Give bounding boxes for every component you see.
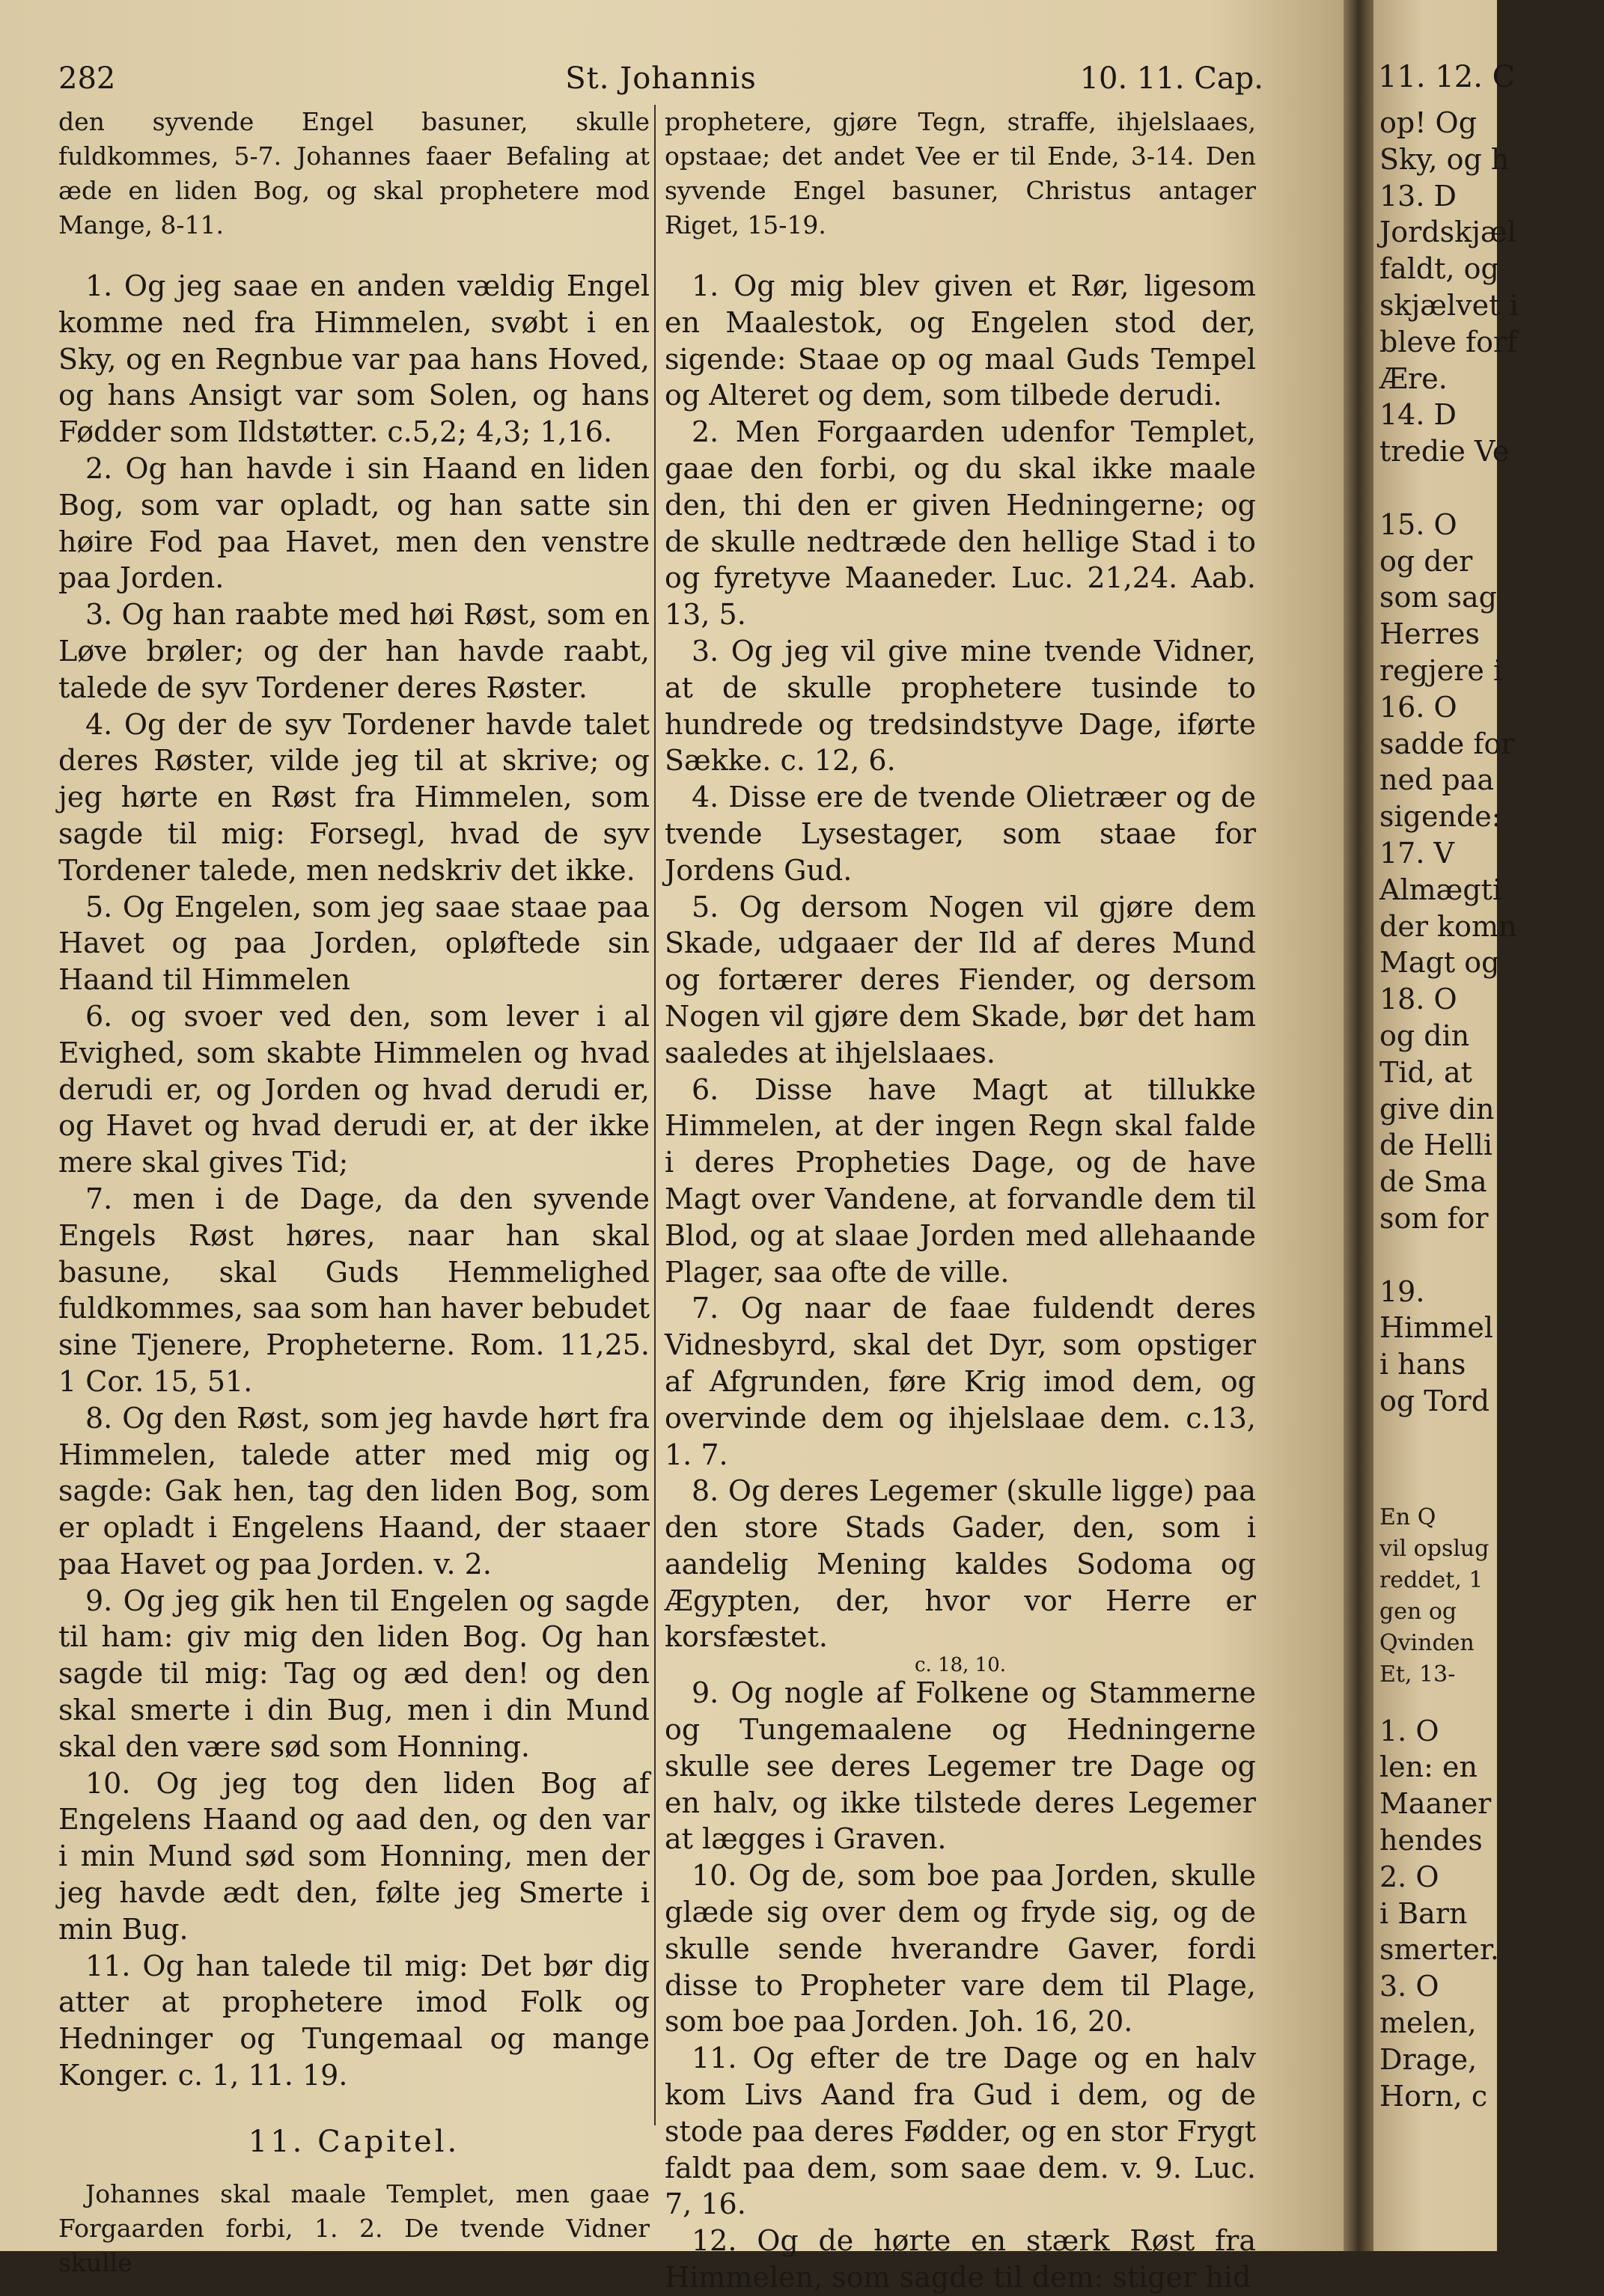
verse: 10. Og jeg tog den liden Bog af Engelens Haand og aad den, og den var i min Mund sød som Honning, men der jeg havde ædt den, følte jeg Smerte i min Bug. xyxy=(58,1766,650,1946)
verse: 3. Og han raabte med høi Røst, som en Løve brøler; og der han havde raabt, talede de syv Tordener deres Røster. xyxy=(58,598,650,704)
verse: 7. Og naar de faae fuldendt deres Vidnesbyrd, skal det Dyr, som opstiger af Afgrunden, føre Krig imod dem, og overvinde dem og ihjelslaae dem. c.13, 1. 7. xyxy=(665,1292,1256,1471)
fragment-line: gen og xyxy=(1379,1598,1457,1625)
verse: 10. Og de, som boe paa Jorden, skulle glæde sig over dem og fryde sig, og de skulle sende hverandre Gaver, fordi disse to Propheter vare dem til Plage, som boe paa Jorden. Joh. 16, 20. xyxy=(665,1859,1256,2039)
chapter-11-summary-cont: prophetere, gjøre Tegn, straffe, ihjelslaaes, opstaae; det andet Vee er til Ende, 3-14. Den syvende Engel basuner, Christus antager Riget, 15-19. xyxy=(665,107,1256,239)
fragment-line: 2. O xyxy=(1379,1860,1439,1893)
right-book-page-edge xyxy=(1373,0,1519,2251)
chapter-heading: 11. Capitel. xyxy=(248,2124,460,2159)
verse: 8. Og den Røst, som jeg havde hørt fra Himmelen, talede atter med mig og sagde: Gak hen, tag den liden Bog, som er opladt i Engelens Haand, der staaer paa Havet og paa Jorden. v. 2. xyxy=(58,1401,650,1581)
fragment-line: melen, xyxy=(1379,2006,1477,2040)
fragment-line: smerter. xyxy=(1379,1933,1500,1967)
chapter-range: 10. 11. Cap. xyxy=(1079,61,1263,96)
verse: 7. men i de Dage, da den syvende Engels Røst høres, naar han skal basune, skal Guds Hemmelighed fuldkommes, saa som han haver bebudet sine Tjenere, Propheterne. Rom. 11,25. 1 Cor. 15, 51. xyxy=(58,1182,650,1398)
fragment-line: og Tord xyxy=(1379,1384,1490,1417)
next-page-fragment xyxy=(1379,105,1604,2114)
fragment-line: Magt og xyxy=(1379,946,1500,980)
right-column xyxy=(665,105,1256,2296)
fragment-line: i Barn xyxy=(1379,1896,1468,1930)
fragment-line: reddet, 1 xyxy=(1379,1566,1483,1593)
verse: 4. Disse ere de tvende Olietræer og de tvende Lysestager, som staae for Jordens Gud. xyxy=(665,781,1256,887)
verse: 9. Og nogle af Folkene og Stammerne og Tungemaalene og Hedningerne skulle see deres Legemer tre Dage og en halv, og ikke tilstede deres Legemer at lægges i Graven. xyxy=(665,1676,1256,1856)
fragment-line: 3. O xyxy=(1379,1970,1439,2003)
fragment-line: Himmel xyxy=(1379,1311,1493,1345)
verse: 6. Disse have Magt at tillukke Himmelen, at der ingen Regn skal falde i deres Propheties Dage, og de have Magt over Vandene, at forvandle dem til Blod, og at slaae Jorden med allehaande Plager, saa ofte de ville. xyxy=(665,1072,1256,1289)
verse: 12. Og de hørte en stærk Røst fra Himmelen, som sagde til dem: stiger hid xyxy=(665,2224,1256,2295)
fragment-line: og din xyxy=(1379,1019,1470,1052)
fragment-line: regjere i xyxy=(1379,653,1503,687)
fragment-line: Herres xyxy=(1379,617,1480,651)
verse: 11. Og han talede til mig: Det bør dig atter at prophetere imod Folk og Hedninger og Tungemaal og mange Konger. c. 1, 11. 19. xyxy=(58,1949,650,2092)
fragment-line: Horn, c xyxy=(1379,2079,1488,2113)
fragment-line xyxy=(1379,470,1604,507)
fragment-line: 15. O xyxy=(1379,507,1457,541)
fragment-line: give din xyxy=(1379,1092,1495,1126)
fragment-line: ned paa xyxy=(1379,763,1495,797)
chapter-11-summary: Johannes skal maale Templet, men gaae Forgaarden forbi, 1. 2. De tvende Vidner skulle xyxy=(58,2179,650,2277)
fragment-line: Drage, xyxy=(1379,2042,1478,2076)
right-verse-list xyxy=(665,268,1256,1655)
fragment-line: Sky, og h xyxy=(1379,142,1510,176)
verse: 5. Og Engelen, som jeg saae staae paa Havet og paa Jorden, opløftede sin Haand til Himmelen xyxy=(58,890,650,997)
cross-reference: c. 18, 10. xyxy=(914,1654,1007,1677)
fragment-lines-end xyxy=(1379,1713,1604,2115)
page-header xyxy=(58,54,1263,106)
fragment-line: Tid, at xyxy=(1379,1055,1472,1089)
fragment-line: de Sma xyxy=(1379,1165,1487,1199)
fragment-line: faldt, og xyxy=(1379,252,1499,286)
fragment-line: vil opslug xyxy=(1379,1535,1489,1562)
fragment-line: Almægti xyxy=(1379,873,1502,906)
fragment-line: Et, 13- xyxy=(1379,1661,1456,1688)
fragment-line xyxy=(1379,1237,1604,1274)
right-verse-list-continued xyxy=(665,1675,1256,2296)
page-number: 282 xyxy=(58,61,116,96)
verse: 8. Og deres Legemer (skulle ligge) paa den store Stads Gader, den, som i aandelig Mening kaldes Sodoma og Ægypten, der, hvor vor Herre er korsfæstet. xyxy=(665,1474,1256,1654)
verse: 4. Og der de syv Tordener havde talet deres Røster, vilde jeg til at skrive; og jeg hørte en Røst fra Himmelen, som sagde til mig: Forsegl, hvad de syv Tordener talede, men nedskriv det ikke. xyxy=(58,707,650,887)
fragment-line: de Helli xyxy=(1379,1129,1492,1162)
verse: 11. Og efter de tre Dage og en halv kom Livs Aand fra Gud i dem, og de stode paa deres Fødder, og en stor Frygt faldt paa dem, som saae dem. v. 9. Luc. 7, 16. xyxy=(665,2042,1256,2221)
verse: 2. Men Forgaarden udenfor Templet, gaae den forbi, og du skal ikke maale den, thi den er given Hedningerne; og de skulle nedtræde den hellige Stad i to og fyretyve Maaneder. Luc. 21,24. Aab. 13, 5. xyxy=(665,415,1256,632)
verse: 5. Og dersom Nogen vil gjøre dem Skade, udgaaer der Ild af deres Mund og fortærer deres Fiender, og dersom Nogen vil gjøre dem Skade, bør det ham saaledes at ihjelslaaes. xyxy=(665,890,1256,1069)
fragment-line: 19. xyxy=(1379,1274,1425,1308)
fragment-line: 14. D xyxy=(1379,398,1457,432)
fragment-line: som sag xyxy=(1379,581,1497,614)
book-gutter xyxy=(1344,0,1373,2251)
verse: 3. Og jeg vil give mine tvende Vidner, at de skulle prophetere tusinde to hundrede og tredsindstyve Dage, iførte Sække. c. 12, 6. xyxy=(665,634,1256,778)
fragment-line: 13. D xyxy=(1379,179,1457,213)
fragment-line: len: en xyxy=(1379,1750,1478,1784)
fragment-line: Ære. xyxy=(1379,361,1448,395)
verse: 2. Og han havde i sin Haand en liden Bog, som var opladt, og han satte sin høire Fod paa Havet, men den venstre paa Jorden. xyxy=(58,451,650,595)
fragment-line: 1. O xyxy=(1379,1714,1439,1747)
running-title: St. Johannis xyxy=(565,61,757,96)
fragment-line: 18. O xyxy=(1379,983,1457,1016)
verse: 6. og svoer ved den, som lever i al Evighed, som skabte Himmelen og hvad derudi er, og Jorden og hvad derudi er, og Havet og hvad derudi er, at der ikke mere skal gives Tid; xyxy=(58,999,650,1179)
fragment-line: Maaner xyxy=(1379,1787,1492,1821)
chapter-10-summary: den syvende Engel basuner, skulle fuldkommes, 5-7. Johannes faaer Befaling at æde en liden Bog, og skal prophetere mod Mange, 8-11. xyxy=(58,107,650,239)
left-column xyxy=(58,105,650,2280)
fragment-line: sigende: xyxy=(1379,800,1501,834)
fragment-line: i hans xyxy=(1379,1348,1466,1381)
verse: 9. Og jeg gik hen til Engelen og sagde til ham: giv mig den liden Bog. Og han sagde til mig: Tag og æd den! og den skal smerte i din Bug, men i din Mund skal den være sød som Honning. xyxy=(58,1584,650,1763)
fragment-lines xyxy=(1379,105,1604,1420)
fragment-summary-lines xyxy=(1379,1502,1604,1691)
fragment-line: Qvinden xyxy=(1379,1629,1475,1656)
verse: 1. Og mig blev given et Rør, ligesom en Maalestok, og Engelen stod der, sigende: Staae op og maal Guds Tempel og Alteret og dem, som tilbede derudi. xyxy=(665,269,1256,412)
fragment-line: 17. V xyxy=(1379,836,1454,870)
fragment-line: sadde for xyxy=(1379,727,1515,760)
fragment-line: der komn xyxy=(1379,909,1517,943)
fragment-line: op! Og xyxy=(1379,106,1478,139)
fragment-line: En Q xyxy=(1379,1503,1436,1530)
fragment-line: Jordskjæl xyxy=(1379,216,1516,249)
column-divider xyxy=(654,105,656,2125)
verse: 1. Og jeg saae en anden vældig Engel komme ned fra Himmelen, svøbt i en Sky, og en Regnbue var paa hans Hoved, og hans Ansigt var som Solen, og hans Fødder som Ildstøtter. c.5,2; 4,3; 1,16. xyxy=(58,269,650,449)
next-page-header: 11. 12. C xyxy=(1378,60,1516,94)
fragment-line: som for xyxy=(1379,1201,1489,1235)
fragment-line: 16. O xyxy=(1379,690,1457,724)
fragment-line: hendes xyxy=(1379,1824,1483,1857)
fragment-line: skjælvet i xyxy=(1379,288,1519,322)
fragment-line: bleve forf xyxy=(1379,325,1518,358)
fragment-line: og der xyxy=(1379,544,1473,578)
left-verse-list xyxy=(58,268,650,2094)
fragment-line: tredie Ve xyxy=(1379,435,1510,468)
